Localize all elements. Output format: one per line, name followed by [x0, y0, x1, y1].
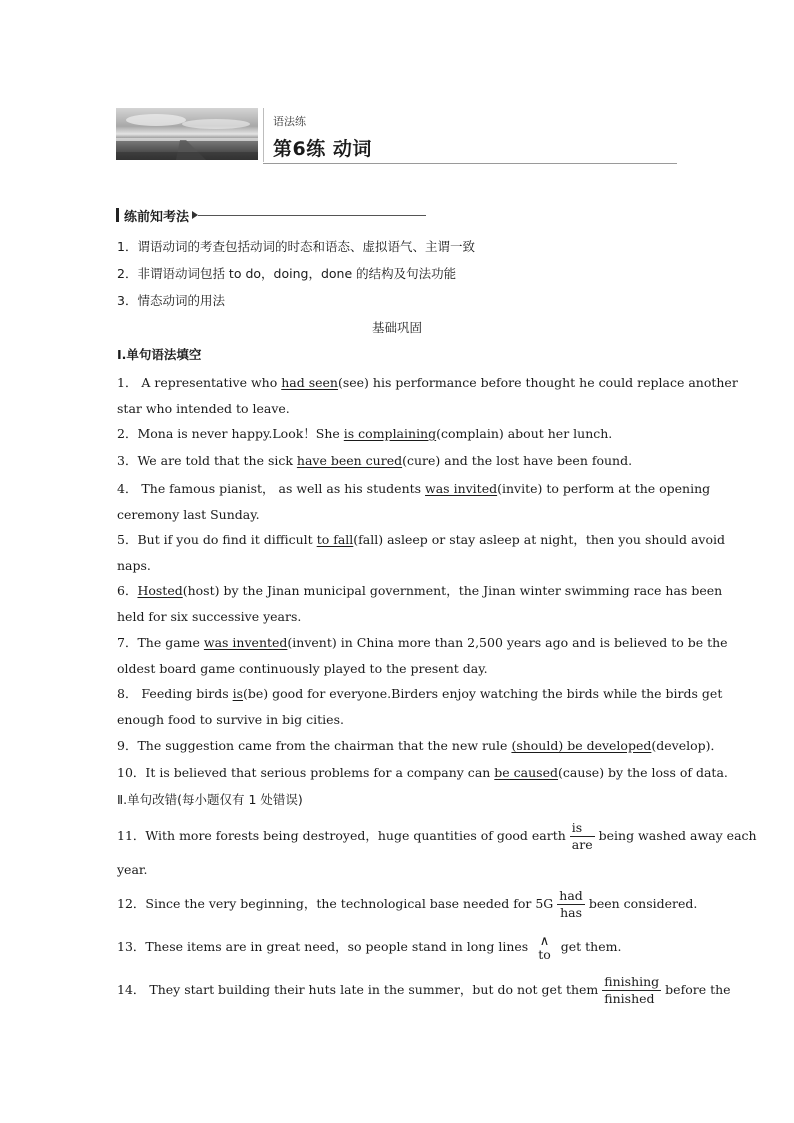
question-14-line1: 14． They start building their huts late in the summer，but do not get them $\frac{\text{finishing}}{\text{finished}}$ before the — [117, 974, 731, 1006]
part2-heading: Ⅱ.单句改错(每小题仅有 1 处错误) — [117, 792, 303, 807]
question-2: 2．Mona is never happy.Look！She is complaining(complain) about her lunch. — [117, 426, 613, 441]
header-rule — [263, 163, 677, 164]
section-label: 练前知考法 — [124, 209, 190, 225]
question-7-line1: 7．The game was invented(invent) in China more than 2,500 years ago and is believed to be the — [117, 635, 728, 650]
key-point-1: 1．谓语动词的考查包括动词的时态和语态、虚拟语气、主谓一致 — [117, 239, 475, 254]
question-8-line1: 8． Feeding birds is(be) good for everyone.Birders enjoy watching the birds while the birds get — [117, 686, 723, 701]
question-9: 9．The suggestion came from the chairman that the new rule (should) be developed(develop)． — [117, 738, 724, 753]
answer-3: have been cured — [296, 453, 403, 468]
page-title: 第6练 动词 — [273, 138, 372, 160]
question-5-line1: 5．But if you do find it difficult to fall(fall) asleep or stay asleep at night，then you should avoid — [117, 532, 726, 547]
correction-11: $\frac{is}{\text{are}}$ — [571, 820, 593, 852]
question-3: 3．We are told that the sick have been cured(cure) and the lost have been found. — [117, 453, 633, 468]
answer-10: be caused — [494, 765, 558, 780]
question-4-line2: ceremony last Sunday. — [117, 507, 260, 522]
answer-2: is complaining — [343, 426, 437, 441]
question-11-line1: 11．With more forests being destroyed，huge quantities of good earth $\frac{is}{\text{are}}$ being washed away each — [117, 820, 757, 852]
question-7-line2: oldest board game continuously played to the present day. — [117, 661, 488, 676]
question-12: 12．Since the very beginning，the technological base needed for 5G $\frac{\text{had}}{\text{has}}$ been considered. — [117, 888, 698, 920]
question-6-line1: 6．Hosted(host) by the Jinan municipal government，the Jinan winter swimming race has been — [117, 583, 723, 598]
question-13: 13．These items are in great need，so people stand in long lines ∧ to get them. — [117, 933, 622, 962]
section-subtitle: 基础巩固 — [371, 320, 422, 335]
answer-7: was invented — [203, 635, 288, 650]
answer-5: to fall — [316, 532, 354, 547]
question-4-line1: 4． The famous pianist， as well as his students was invited(invite) to perform at the opening — [117, 481, 711, 496]
insert-caret-icon: ∧ — [539, 933, 550, 949]
question-10: 10．It is believed that serious problems for a company can be caused(cause) by the loss of data. — [117, 765, 728, 780]
header-category-label: 语法练 — [273, 115, 306, 128]
question-5-line2: naps. — [117, 558, 151, 573]
question-6-line2: held for six successive years. — [117, 609, 302, 624]
section-marker-icon — [116, 208, 119, 222]
section-heading — [116, 206, 426, 224]
header-landscape-image — [116, 108, 258, 160]
answer-8: is — [232, 686, 244, 701]
key-point-2: 2．非谓语动词包括 to do，doing，done 的结构及句法功能 — [117, 266, 457, 281]
section-arrow-icon — [192, 211, 426, 219]
part1-heading: Ⅰ.单句语法填空 — [117, 347, 202, 362]
answer-4: was invited — [425, 481, 498, 496]
question-11-line2: year. — [117, 862, 148, 877]
header-divider — [263, 108, 264, 162]
question-1-line1: 1． A representative who had seen(see) his performance before thought he could replace another — [117, 375, 738, 390]
correction-12: $\frac{\text{had}}{\text{has}}$ — [559, 888, 583, 920]
answer-9: (should) be developed — [511, 738, 652, 753]
insertion-13: ∧ to — [538, 933, 551, 962]
answer-1: had seen — [281, 375, 338, 390]
question-8-line2: enough food to survive in big cities. — [117, 712, 344, 727]
answer-6: Hosted — [137, 583, 183, 598]
question-1-line2: star who intended to leave. — [117, 401, 290, 416]
key-point-3: 3．情态动词的用法 — [117, 293, 225, 308]
correction-14: $\frac{\text{finishing}}{\text{finished}}$ — [604, 974, 660, 1006]
